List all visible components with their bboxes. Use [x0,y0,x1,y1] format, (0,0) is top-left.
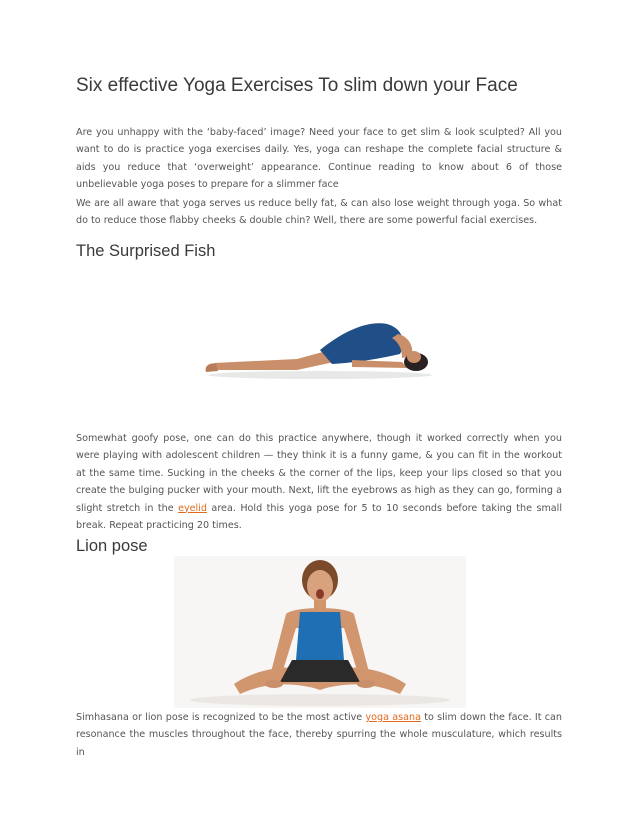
lion-text-after-link: to slim down the face. It can resonance the muscles throughout the face, thereby spurring the whole musculature, which results in [76,712,563,758]
surprised-fish-paragraph [76,430,562,534]
fish-pose-photo [202,262,436,390]
intro-paragraph-2: We are all aware that yoga serves us reduce belly fat, & can also lose weight through yoga. So what do to reduce those flabby cheeks & double chin? Well, there are some powerful facial exercises. [76,198,562,227]
page-title: Six effective Yoga Exercises To slim down your Face [76,75,518,96]
lion-text-before-link: Simhasana or lion pose is recognized to be the most active [76,712,366,723]
fish-text-after-link: area. Hold this yoga pose for 5 to 10 seconds before taking the small break. Repeat practicing 20 times. [76,502,562,532]
yoga-asana-link[interactable]: yoga asana [365,712,421,723]
section-heading-surprised-fish: The Surprised Fish [76,242,216,260]
section-heading-lion-pose: Lion pose [76,537,148,555]
eyelid-link[interactable]: eyelid [178,502,207,514]
lion-pose-paragraph [76,709,562,761]
fish-text-before-link: Somewhat goofy pose, one can do this practice anywhere, though it worked correctly when you were playing with adolescent children — they think it is a funny game, & you can fit in the workout at the same time. Sucking in the cheeks & the corner of the lips, keep your lips closed so that you create the bulging pucker with your mouth. Next, lift the eyebrows as high as they can go, forming a slight stretch in the [76,433,562,514]
lion-pose-photo [174,556,466,708]
intro-paragraph-1: Are you unhappy with the ‘baby-faced’ image? Need your face to get slim & look sculpted? All you want to do is practice yoga exercises daily. Yes, yoga can reshape the complete facial structure & aids you reduce that ‘overweight’ appearance. Continue reading to know about 6 of those unbelievable yoga poses to prepare for a slimmer face [76,127,562,191]
